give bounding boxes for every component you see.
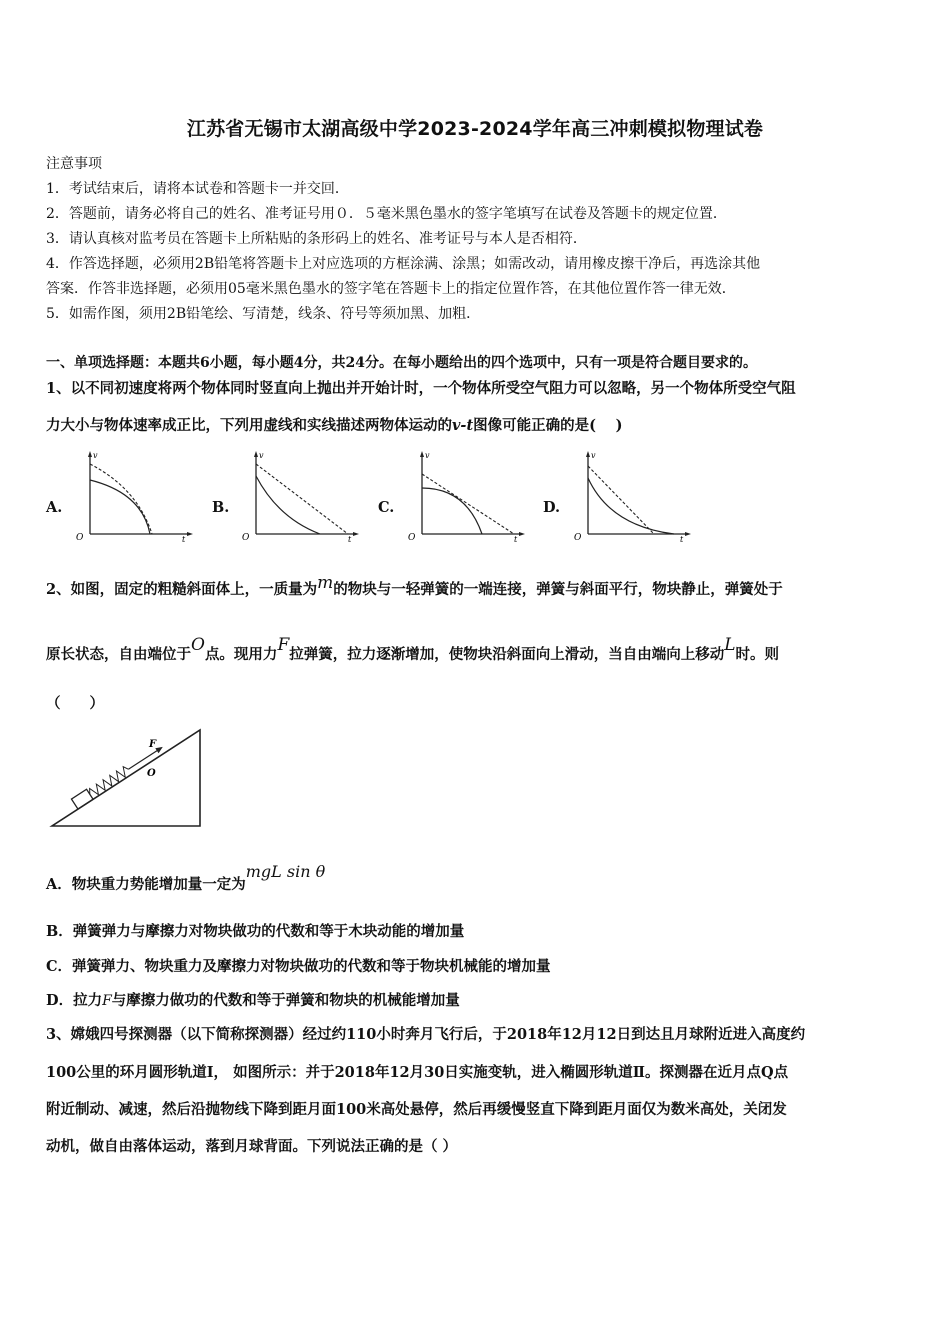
q3-line1: 3、嫦娥四号探测器（以下简称探测器）经过约110小时奔月飞行后，于2018年12月12日到达且月球附近进入高度约 [46, 1026, 806, 1043]
dashed-line [588, 466, 654, 534]
notice-item-3: 3．请认真核对监考员在答题卡上所粘贴的条形码上的姓名、准考证号与本人是否相符． [46, 231, 587, 247]
fig-label-O: O [147, 768, 156, 779]
incline [52, 730, 200, 826]
y-arrow [586, 451, 590, 457]
y-arrow [420, 451, 424, 457]
q2-text-c: 原长状态，自由端位于 [46, 646, 191, 663]
axis-t-label: t [182, 535, 186, 543]
axis-origin-label: O [242, 533, 250, 543]
q1-line1: 1、以不同初速度将两个物体同时竖直向上抛出并开始计时，一个物体所受空气阻力可以忽略，另一个物体所受空气阻 [46, 380, 796, 397]
axis-v-label: v [591, 451, 596, 460]
q2-option-d-F: F [102, 993, 112, 1009]
force-arrow-head [155, 744, 164, 753]
q2-option-d-text-b: 与摩擦力做功的代数和等于弹簧和物块的机械能增加量 [111, 992, 460, 1009]
fig-label-F: F [149, 739, 157, 750]
solid-curve [90, 480, 150, 534]
q2-var-O: O [191, 635, 205, 655]
axis-origin-label: O [574, 533, 582, 543]
q1-graph-b [238, 448, 360, 543]
axis-origin-label: O [408, 533, 416, 543]
q2-option-a-text: A．物块重力势能增加量一定为 [46, 876, 246, 893]
y-arrow [254, 451, 258, 457]
axis-v-label: v [259, 451, 264, 460]
q1-text-b: 图像可能正确的是( ) [473, 417, 623, 434]
q2-text-a: 2、如图，固定的粗糙斜面体上，一质量为 [46, 581, 318, 598]
spring [87, 765, 131, 798]
q2-answer-paren: （ ） [46, 695, 104, 712]
axis-v-label: v [93, 451, 98, 460]
q2-var-m: m [317, 573, 334, 593]
q1-option-b: B. [212, 499, 230, 516]
notice-item-5: 5．如需作图，须用2B铅笔绘、写清楚，线条、符号等须加黑、加粗． [46, 306, 481, 322]
q2-option-d [46, 989, 460, 1010]
q2-option-b: B．弹簧弹力与摩擦力对物块做功的代数和等于木块动能的增加量 [46, 923, 465, 940]
solid-curve [588, 478, 674, 534]
q1-graph-c [404, 448, 526, 543]
solid-curve [256, 476, 320, 534]
page-title: 江苏省无锡市太湖高级中学2023-2024学年高三冲刺模拟物理试卷 [186, 118, 764, 140]
q2-option-a-expr: mgL sin θ [245, 862, 326, 881]
q1-text-a: 力大小与物体速率成正比，下列用虚线和实线描述两物体运动的 [46, 417, 452, 434]
axis-t-label: t [514, 535, 518, 543]
x-arrow [519, 532, 525, 536]
notice-item-1: 1．考试结束后，请将本试卷和答题卡一并交回． [46, 181, 349, 197]
axis-t-label: t [348, 535, 352, 543]
dashed-line [422, 474, 514, 534]
x-arrow [685, 532, 691, 536]
q3-line4: 动机，做自由落体运动，落到月球背面。下列说法正确的是（ ） [46, 1138, 458, 1155]
q2-incline-figure [46, 722, 204, 830]
q2-text-e: 拉弹簧，拉力逐渐增加，使物块沿斜面向上滑动，当自由端向上移动 [289, 646, 725, 663]
q1-option-a: A. [46, 499, 63, 516]
axis-origin-label: O [76, 533, 84, 543]
solid-curve [422, 488, 482, 534]
x-arrow [353, 532, 359, 536]
axis-t-label: t [680, 535, 684, 543]
y-arrow [88, 451, 92, 457]
q1-graph-a [72, 448, 194, 543]
q1-option-c: C. [378, 499, 395, 516]
q2-option-d-text-a: D．拉力 [46, 992, 103, 1009]
q1-option-d: D. [543, 499, 561, 516]
q2-text-d: 点。现用力 [204, 646, 278, 663]
section-heading: 一、单项选择题：本题共6小题，每小题4分，共24分。在每小题给出的四个选项中，只有一项是符合题目要求的。 [46, 355, 757, 371]
q2-option-a [46, 862, 326, 894]
x-arrow [187, 532, 193, 536]
dashed-curve [90, 464, 152, 534]
q1-line2 [46, 414, 622, 435]
q2-text-b: 的物块与一轻弹簧的一端连接，弹簧与斜面平行，物块静止，弹簧处于 [333, 581, 783, 598]
q1-vt: v-t [452, 417, 474, 434]
dashed-line [256, 464, 348, 534]
q3-line2: 100公里的环月圆形轨道Ⅰ， 如图所示：并于2018年12月30日实施变轨，进入椭圆形轨道Ⅱ。探测器在近月点Q点 [46, 1064, 789, 1081]
q2-option-c: C．弹簧弹力、物块重力及摩擦力对物块做功的代数和等于物块机械能的增加量 [46, 958, 551, 975]
notice-heading: 注意事项 [46, 156, 102, 172]
notice-item-4: 4．作答选择题，必须用2B铅笔将答题卡上对应选项的方框涂满、涂黑；如需改动，请用橡皮擦干净后，再选涂其他 [46, 256, 761, 272]
q2-var-L: L [724, 635, 736, 655]
q2-var-F: F [277, 635, 290, 655]
notice-item-2: 2．答题前，请务必将自己的姓名、准考证号用０．５毫米黑色墨水的签字笔填写在试卷及答题卡的规定位置． [46, 206, 727, 222]
q1-graph-d [570, 448, 692, 543]
q2-line2 [46, 635, 780, 664]
axis-v-label: v [425, 451, 430, 460]
q2-text-f: 时。则 [735, 646, 780, 663]
notice-item-4-cont: 答案．作答非选择题，必须用05毫米黑色墨水的签字笔在答题卡上的指定位置作答，在其他位置作答一律无效． [46, 281, 736, 297]
q2-line1 [46, 573, 783, 599]
q3-line3: 附近制动、减速，然后沿抛物线下降到距月面100米高处悬停，然后再缓慢竖直下降到距月面仅为数米高处，关闭发 [46, 1101, 787, 1118]
